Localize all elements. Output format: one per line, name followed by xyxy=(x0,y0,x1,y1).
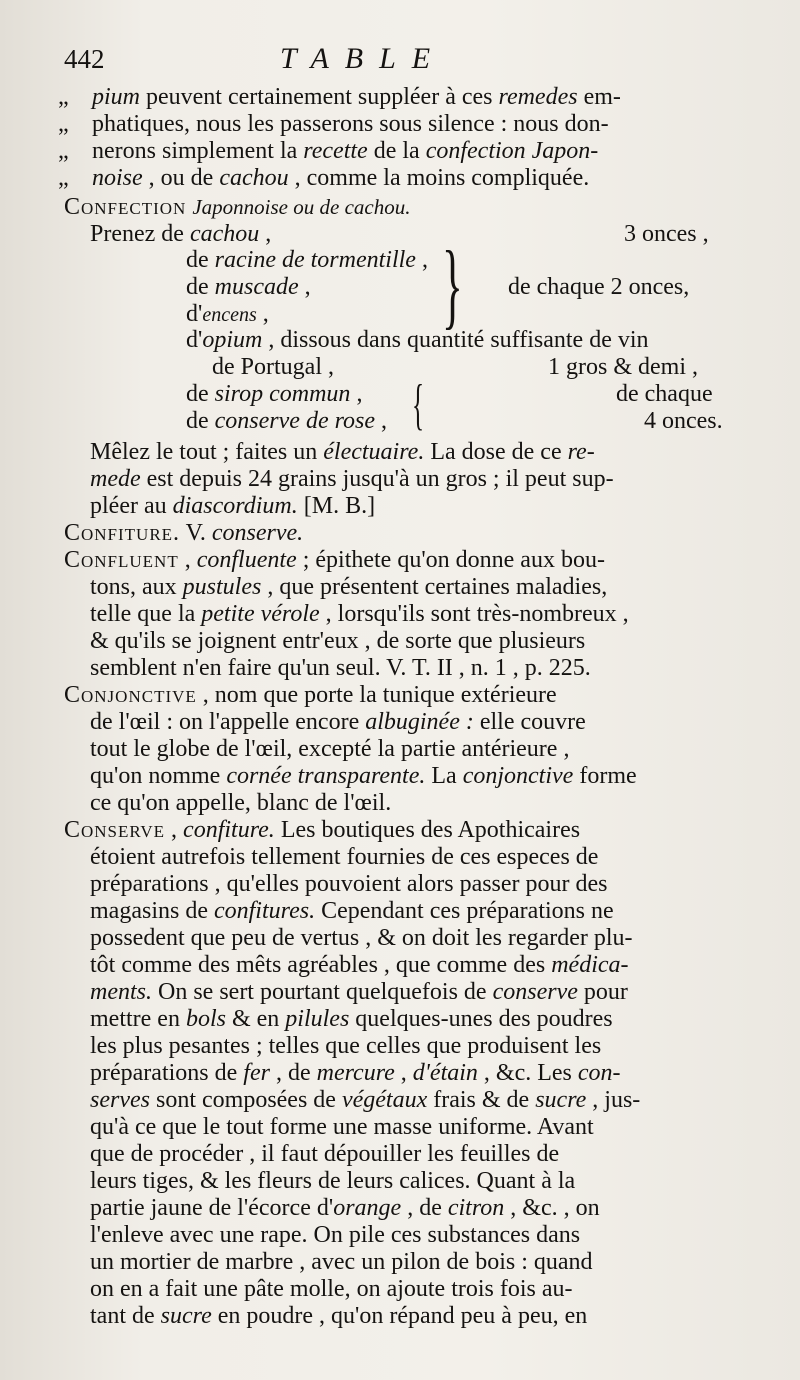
text-run: , lorsqu'ils sont très-nombreux , xyxy=(319,601,629,627)
text-run: leurs tiges, & les fleurs de leurs calices. Quant à la xyxy=(90,1168,576,1194)
entry-headword: Confiture. xyxy=(64,520,181,546)
dictionary-entry xyxy=(64,547,760,682)
text-run: qu'à ce que le tout forme une masse uniforme. Avant xyxy=(90,1114,594,1140)
ingredient-text: , xyxy=(375,408,388,434)
ingredient-text: , dissous dans quantité suffisante de vin xyxy=(262,327,649,353)
right-brace: } xyxy=(442,231,463,338)
ingredient-name: cachou xyxy=(189,221,260,247)
italic-term: conserve xyxy=(492,979,578,1005)
text-run: forme xyxy=(573,763,637,789)
text-run: V. xyxy=(180,520,212,546)
recipe-title-sub: Japonnoise ou de cachou. xyxy=(192,195,411,219)
italic-term: serves xyxy=(90,1087,150,1113)
entry-line xyxy=(64,1114,760,1141)
italic-term: confitures. xyxy=(213,898,316,924)
dictionary-entry xyxy=(64,520,760,547)
italic-term: citron xyxy=(447,1195,505,1221)
ingredient-text: , xyxy=(259,221,272,247)
italic-term: recette xyxy=(303,138,368,164)
entry-line xyxy=(64,1060,760,1087)
text-run: Cependant ces préparations ne xyxy=(315,898,614,924)
text-run: possedent que peu de vertus , & on doit les regarder plu- xyxy=(90,925,633,951)
text-run: étoient autrefois tellement fournies de ces especes de xyxy=(90,844,599,870)
entry-line xyxy=(64,709,760,736)
text-run: quelques-unes des poudres xyxy=(349,1006,613,1032)
text-run: pléer au xyxy=(90,493,173,519)
entry-line xyxy=(64,1087,760,1114)
italic-term: confection Japon- xyxy=(425,138,599,164)
quantity: de chaque xyxy=(616,381,713,407)
entry-line xyxy=(64,844,760,871)
ingredient-muscade xyxy=(186,274,311,301)
text-run: telle que la xyxy=(90,601,202,627)
text-run: , de xyxy=(401,1195,448,1221)
directions-line xyxy=(64,466,760,493)
entry-line xyxy=(64,574,760,601)
text-run: , &c. Les xyxy=(477,1060,578,1086)
text-run: nerons simplement la xyxy=(92,138,304,164)
entry-line xyxy=(64,1195,760,1222)
entry-line xyxy=(64,898,760,925)
page-number: 442 xyxy=(64,44,105,74)
text-run: mettre en xyxy=(90,1006,186,1032)
quote-line xyxy=(58,165,760,192)
ingredient-text: Prenez de xyxy=(90,221,190,247)
entry-line xyxy=(64,655,760,682)
text-run: & en xyxy=(225,1006,286,1032)
ingredient-name: racine de tormentille xyxy=(214,247,416,273)
text-run: , comme la moins compliquée. xyxy=(288,165,590,191)
italic-term: noise xyxy=(92,165,143,191)
italic-term: confiture. xyxy=(183,817,275,843)
ingredient-text: , xyxy=(415,247,428,273)
dictionary-entry xyxy=(64,817,760,1330)
text-run: semblent n'en faire qu'un seul. V. T. II , n. 1 , p. 225. xyxy=(90,655,591,681)
ingredient-name: encens xyxy=(202,304,257,326)
entry-line xyxy=(64,817,760,844)
entry-line xyxy=(64,1276,760,1303)
ingredient-text: de xyxy=(186,408,215,434)
ingredient-cachou xyxy=(90,221,271,248)
entry-line xyxy=(64,1249,760,1276)
italic-term: médica- xyxy=(551,952,629,978)
text-run: pour xyxy=(577,979,628,1005)
entry-line xyxy=(64,1222,760,1249)
directions-line xyxy=(64,493,760,520)
text-run: em- xyxy=(577,84,621,110)
ingredient-text: de xyxy=(186,381,215,407)
text-run: tout le globe de l'œil, excepté la partie antérieure , xyxy=(90,736,570,762)
italic-term: pustules xyxy=(182,574,262,600)
text-run: préparations de xyxy=(90,1060,244,1086)
quoted-passage xyxy=(58,84,760,192)
italic-term: remedes xyxy=(498,84,578,110)
entry-line xyxy=(64,1168,760,1195)
italic-term: re- xyxy=(567,439,595,465)
entry-line xyxy=(64,925,760,952)
text-run: phatiques, nous les passerons sous silence : nous don- xyxy=(92,111,609,137)
entry-line xyxy=(64,628,760,655)
running-header xyxy=(64,44,760,84)
ingredient-text: , xyxy=(256,301,269,327)
quote-line xyxy=(58,111,760,138)
text-run: est depuis 24 grains jusqu'à un gros ; il peut sup- xyxy=(140,466,614,492)
text-run: de la xyxy=(367,138,426,164)
italic-term: d'étain xyxy=(412,1060,478,1086)
ingredient-tormentille xyxy=(186,247,428,274)
text-run: On se sert pourtant quelquefois de xyxy=(152,979,493,1005)
text-run: , nom que porte la tunique extérieure xyxy=(196,682,557,708)
text-run: on en a fait une pâte molle, on ajoute trois fois au- xyxy=(90,1276,573,1302)
ingredient-portugal: de Portugal , xyxy=(212,354,334,380)
text-run: peuvent certainement suppléer à ces xyxy=(140,84,499,110)
text-run: l'enleve avec une rape. On pile ces substances dans xyxy=(90,1222,581,1248)
italic-term: mercure xyxy=(316,1060,395,1086)
quote-mark: „ xyxy=(58,111,69,137)
italic-term: électuaire. xyxy=(323,439,425,465)
ingredient-text: , xyxy=(350,381,363,407)
italic-term: conserve. xyxy=(211,520,304,546)
text-run: , que présentent certaines maladies, xyxy=(261,574,608,600)
italic-term: cachou xyxy=(219,165,289,191)
entry-line xyxy=(64,871,760,898)
text-run: La dose de ce xyxy=(424,439,568,465)
text-run: ce qu'on appelle, blanc de l'œil. xyxy=(90,790,392,816)
italic-term: conjonctive xyxy=(462,763,574,789)
ingredient-conserve-rose xyxy=(186,408,387,435)
ingredient-text: d' xyxy=(186,327,203,353)
quantity: 1 gros & demi , xyxy=(548,354,698,380)
text-run: ; épithete qu'on donne aux bou- xyxy=(296,547,605,573)
dictionary-entry xyxy=(64,682,760,817)
text-run: Les boutiques des Apothicaires xyxy=(274,817,581,843)
ingredient-name: conserve de rose xyxy=(214,408,376,434)
dictionary-entries xyxy=(64,520,760,1330)
italic-term: sucre xyxy=(535,1087,587,1113)
text-run: , &c. , on xyxy=(504,1195,600,1221)
recipe-title xyxy=(64,194,760,221)
italic-term: confluente xyxy=(196,547,297,573)
text-run: tôt comme des mêts agréables , que comme des xyxy=(90,952,552,978)
text-run: , de xyxy=(269,1060,317,1086)
text-run: , ou de xyxy=(142,165,220,191)
quote-line xyxy=(58,138,760,165)
entry-headword: Conserve xyxy=(64,817,166,843)
italic-term: mede xyxy=(90,466,141,492)
quantity: 3 onces , xyxy=(624,221,709,247)
recipe-directions xyxy=(64,439,760,520)
italic-term: diascordium. xyxy=(172,493,298,519)
ingredient-text: de xyxy=(186,274,215,300)
directions-line xyxy=(64,439,760,466)
entry-line xyxy=(64,952,760,979)
italic-term: petite vérole xyxy=(201,601,320,627)
entry-line xyxy=(64,1033,760,1060)
entry-line xyxy=(64,1006,760,1033)
italic-term: fer xyxy=(243,1060,270,1086)
italic-term: cornée transparente. xyxy=(226,763,426,789)
quantity: 4 onces. xyxy=(644,408,723,434)
quote-mark: „ xyxy=(58,165,69,191)
quote-line xyxy=(58,84,760,111)
text-run: les plus pesantes ; telles que celles que produisent les xyxy=(90,1033,602,1059)
ingredient-text: d' xyxy=(186,301,203,327)
text-run: , jus- xyxy=(586,1087,641,1113)
recipe-ingredients xyxy=(64,221,760,439)
recipe-title-head: Confection xyxy=(64,194,187,220)
text-run: tons, aux xyxy=(90,574,183,600)
text-run: elle couvre xyxy=(473,709,586,735)
entry-line xyxy=(64,1303,760,1330)
quantity: de chaque 2 onces, xyxy=(508,274,690,300)
entry-headword: Confluent xyxy=(64,547,179,573)
entry-line xyxy=(64,682,760,709)
italic-term: orange xyxy=(333,1195,402,1221)
text-run: , xyxy=(165,817,184,843)
italic-term: pium xyxy=(92,84,140,110)
italic-term: albuginée : xyxy=(365,709,474,735)
ingredient-text: de xyxy=(186,247,215,273)
text-run: préparations , qu'elles pouvoient alors passer pour des xyxy=(90,871,608,897)
text-run: de l'œil : on l'appelle encore xyxy=(90,709,366,735)
text-run: partie jaune de l'écorce d' xyxy=(90,1195,334,1221)
ingredient-text: , xyxy=(298,274,311,300)
text-run: un mortier de marbre , avec un pilon de bois : quand xyxy=(90,1249,593,1275)
entry-line xyxy=(64,1141,760,1168)
entry-line xyxy=(64,763,760,790)
entry-line xyxy=(64,547,760,574)
text-run: sont composées de xyxy=(149,1087,342,1113)
italic-term: pilules xyxy=(285,1006,350,1032)
text-run: en poudre , qu'on répand peu à peu, en xyxy=(211,1303,588,1329)
entry-line xyxy=(64,601,760,628)
text-run: frais & de xyxy=(427,1087,536,1113)
italic-term: bols xyxy=(185,1006,226,1032)
italic-term: sucre xyxy=(160,1303,212,1329)
italic-term: con- xyxy=(577,1060,621,1086)
text-run: La xyxy=(425,763,463,789)
text-run: tant de xyxy=(90,1303,161,1329)
text-run: magasins de xyxy=(90,898,214,924)
text-run: , xyxy=(394,1060,413,1086)
entry-line xyxy=(64,736,760,763)
left-brace: { xyxy=(412,374,425,436)
italic-term: végétaux xyxy=(341,1087,428,1113)
ingredient-name: sirop commun xyxy=(214,381,351,407)
text-run: , xyxy=(178,547,197,573)
ingredient-sirop xyxy=(186,381,362,408)
entry-line xyxy=(64,790,760,817)
entry-line xyxy=(64,520,760,547)
text-run: & qu'ils se joignent entr'eux , de sorte que plusieurs xyxy=(90,628,586,654)
entry-line xyxy=(64,979,760,1006)
quote-mark: „ xyxy=(58,138,69,164)
ingredient-name: opium xyxy=(202,327,263,353)
ingredient-encens xyxy=(186,301,269,329)
entry-headword: Conjonctive xyxy=(64,682,197,708)
running-title: TABLE xyxy=(280,42,447,75)
text-run: Mêlez le tout ; faites un xyxy=(90,439,324,465)
italic-term: ments. xyxy=(90,979,152,1005)
ingredient-opium xyxy=(186,327,649,354)
text-run: [M. B.] xyxy=(297,493,376,519)
text-run: que de procéder , il faut dépouiller les feuilles de xyxy=(90,1141,560,1167)
text-run: qu'on nomme xyxy=(90,763,227,789)
quote-mark: „ xyxy=(58,84,69,110)
ingredient-name: muscade xyxy=(214,274,299,300)
